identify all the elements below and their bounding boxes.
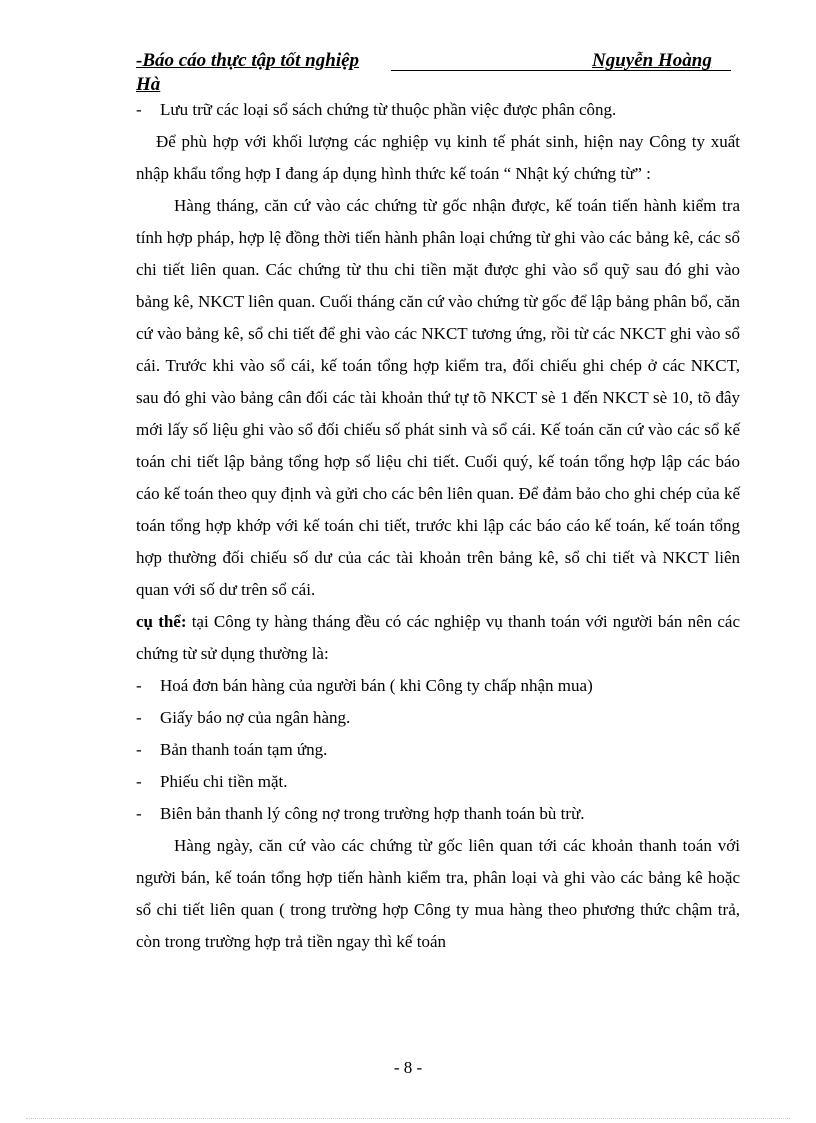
author-name-continued: Hà bbox=[136, 74, 161, 95]
document-list-item bbox=[136, 798, 740, 830]
bullet-dash: - bbox=[136, 804, 142, 823]
bullet-intro-text: Lưu trữ các loại sổ sách chứng từ thuộc phần việc được phân công. bbox=[160, 100, 617, 119]
bullet-dash: - bbox=[136, 100, 142, 119]
document-item-text: Hoá đơn bán hàng của người bán ( khi Công ty chấp nhận mua) bbox=[160, 676, 593, 695]
page-bottom-border bbox=[26, 1118, 790, 1119]
page-number: - 8 - bbox=[393, 1058, 423, 1077]
bullet-dash: - bbox=[136, 740, 142, 759]
page-content bbox=[136, 94, 740, 958]
paragraph-specific bbox=[136, 606, 740, 670]
bullet-dash: - bbox=[136, 676, 142, 695]
document-item-text: Bản thanh toán tạm ứng. bbox=[160, 740, 328, 759]
document-list-item bbox=[136, 766, 740, 798]
specific-label: cụ thể: bbox=[136, 612, 187, 631]
report-title: -Báo cáo thực tập tốt nghiệp bbox=[136, 50, 360, 71]
paragraph-2: Hàng tháng, căn cứ vào các chứng từ gốc nhận được, kế toán tiến hành kiểm tra tính hợp pháp, hợp lệ đồng thời tiến hành phân loại chứng từ ghi vào các bảng kê, các sổ chi tiết liên quan. Các chứng từ thu chi tiền mặt được ghi vào sổ quỹ sau đó ghi vào bảng kê, NKCT liên quan. Cuối tháng căn cứ vào chứng từ gốc để lập bảng phân bổ, căn cứ vào bảng kê, sổ chi tiết để ghi vào các NKCT tương ứng, rồi từ các NKCT ghi vào sổ cái. Trước khi vào sổ cái, kế toán tổng hợp kiểm tra, đối chiếu ghi chép ở các NKCT, sau đó ghi vào bảng cân đối các tài khoản thứ tự tõ NKCT sè 1 đến NKCT sè 10, tõ đây mới lấy số liệu ghi vào sổ đối chiếu số phát sinh và sổ cái. Kế toán căn cứ vào các sổ kế toán chi tiết lập bảng tổng hợp số liệu chi tiết. Cuối quý, kế toán tổng hợp lập các báo cáo kế toán theo quy định và gửi cho các bên liên quan. Để đảm bảo cho ghi chép của kế toán tổng hợp khớp với kế toán chi tiết, trước khi lập các báo cáo kế toán, kế toán tổng hợp thường đối chiếu số dư của các tài khoản trên bảng kê, sổ chi tiết và NKCT liên quan với số dư trên sổ cái. bbox=[136, 196, 740, 599]
bullet-dash: - bbox=[136, 772, 142, 791]
document-item-text: Phiếu chi tiền mặt. bbox=[160, 772, 288, 791]
paragraph-3: Hàng ngày, căn cứ vào các chứng từ gốc liên quan tới các khoản thanh toán với người bán, kế toán tổng hợp tiến hành kiểm tra, phân loại và ghi vào các bảng kê hoặc sổ chi tiết liên quan ( trong trường hợp Công ty mua hàng theo phương thức chậm trả, còn trong trường hợp trả tiền ngay thì kế toán bbox=[136, 836, 740, 951]
document-item-text: Giấy báo nợ của ngân hàng. bbox=[160, 708, 351, 727]
document-list-item bbox=[136, 670, 740, 702]
author-name: Nguyễn Hoàng bbox=[592, 50, 712, 71]
document-list-item bbox=[136, 734, 740, 766]
document-list-item bbox=[136, 702, 740, 734]
bullet-intro bbox=[136, 94, 740, 126]
document-item-text: Biên bản thanh lý công nợ trong trường hợp thanh toán bù trừ. bbox=[160, 804, 585, 823]
bullet-dash: - bbox=[136, 708, 142, 727]
paragraph-1: Để phù hợp với khối lượng các nghiệp vụ kinh tế phát sinh, hiện nay Công ty xuất nhập khẩu tổng hợp I đang áp dụng hình thức kế toán “ Nhật ký chứng từ” : bbox=[136, 132, 740, 183]
specific-text: tại Công ty hàng tháng đều có các nghiệp vụ thanh toán với người bán nên các chứng từ sử dụng thường là: bbox=[136, 612, 740, 663]
